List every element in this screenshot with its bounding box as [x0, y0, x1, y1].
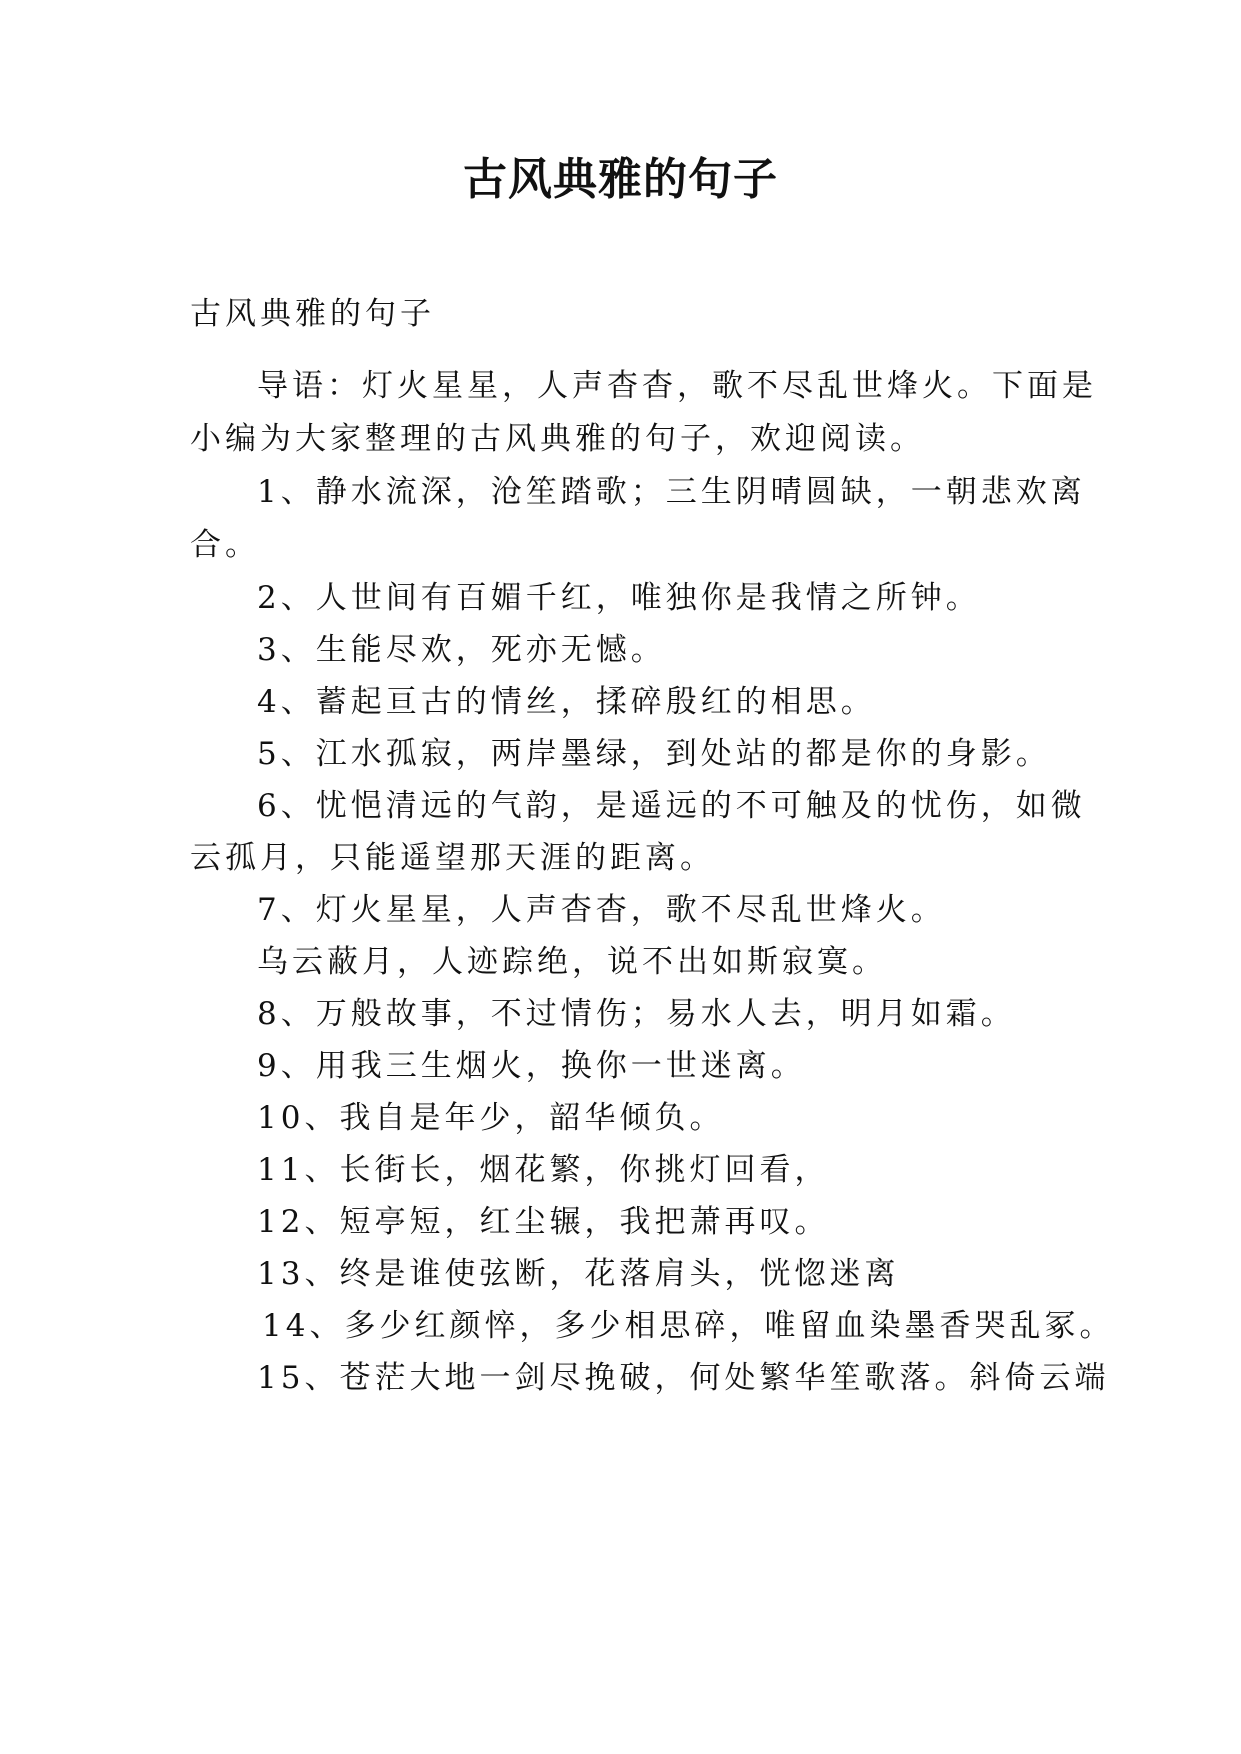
paragraph-line: 2、人世间有百媚千红，唯独你是我情之所钟。	[257, 580, 981, 616]
paragraph-line: 云孤月，只能遥望那天涯的距离。	[190, 840, 715, 876]
paragraph-line: 3、生能尽欢，死亦无憾。	[257, 632, 666, 668]
document-subheading: 古风典雅的句子	[190, 296, 435, 332]
paragraph-line: 6、忧悒清远的气韵，是遥远的不可触及的忧伤，如微	[257, 788, 1086, 824]
document-title: 古风典雅的句子	[463, 154, 778, 205]
paragraph-line: 9、用我三生烟火，换你一世迷离。	[257, 1048, 806, 1084]
paragraph-line: 乌云蔽月，人迹踪绝，说不出如斯寂寞。	[257, 944, 887, 980]
paragraph-line: 10、我自是年少，韶华倾负。	[257, 1100, 725, 1136]
paragraph-line: 13、终是谁使弦断，花落肩头，恍惚迷离	[257, 1256, 900, 1292]
paragraph-line: 15、苍茫大地一剑尽挽破，何处繁华笙歌落。斜倚云端	[257, 1360, 1110, 1396]
paragraph-line: 导语：灯火星星，人声杳杳，歌不尽乱世烽火。下面是	[257, 368, 1097, 404]
paragraph-line: 12、短亭短，红尘辗，我把萧再叹。	[257, 1204, 830, 1240]
paragraph-line: 5、江水孤寂，两岸墨绿，到处站的都是你的身影。	[257, 736, 1051, 772]
paragraph-line: 11、长街长，烟花繁，你挑灯回看，	[257, 1152, 830, 1188]
paragraph-line: 小编为大家整理的古风典雅的句子，欢迎阅读。	[190, 421, 925, 457]
paragraph-line: 7、灯火星星，人声杳杳，歌不尽乱世烽火。	[257, 892, 946, 928]
paragraph-line: 1、静水流深，沧笙踏歌；三生阴晴圆缺，一朝悲欢离	[257, 474, 1086, 510]
paragraph-line: 14、多少红颜悴，多少相思碎，唯留血染墨香哭乱冢。	[262, 1308, 1115, 1344]
paragraph-line: 4、蓄起亘古的情丝，揉碎殷红的相思。	[257, 684, 876, 720]
paragraph-line: 8、万般故事，不过情伤；易水人去，明月如霜。	[257, 996, 1016, 1032]
paragraph-line: 合。	[190, 527, 260, 563]
